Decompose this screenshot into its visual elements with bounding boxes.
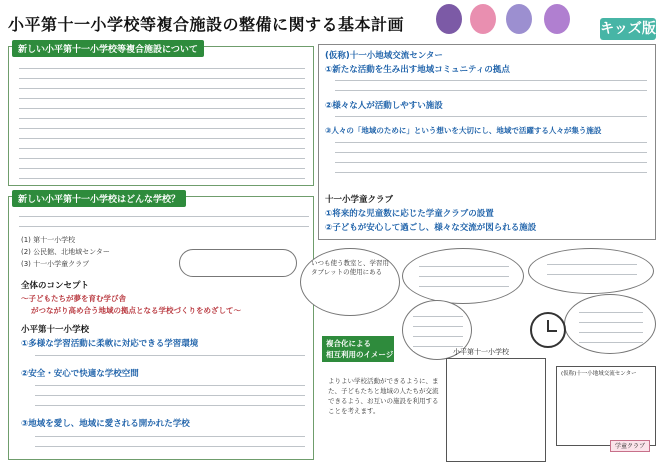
body-text-placeholder bbox=[35, 431, 305, 451]
center-heading: (仮称)十一小地域交流センター bbox=[325, 51, 443, 61]
concept-heading: 全体のコンセプト bbox=[21, 281, 90, 291]
gakudo-item-2: ②子どもが安心して過ごし、様々な交流が図られる施設 bbox=[325, 223, 537, 233]
mascot-icon bbox=[436, 4, 462, 34]
body-text-placeholder bbox=[19, 211, 309, 231]
body-text-placeholder bbox=[579, 307, 643, 343]
body-text-placeholder bbox=[35, 380, 305, 410]
center-item-2: ②様々な人が活動しやすい施設 bbox=[325, 101, 443, 111]
complex-label bbox=[322, 336, 394, 362]
school-point-2: ②安全・安心で快適な学校空間 bbox=[21, 369, 139, 379]
thought-bubble bbox=[564, 294, 656, 354]
gakudo-tag: 学童クラブ bbox=[610, 440, 650, 452]
thought-bubble bbox=[528, 248, 654, 294]
school-heading: 小平第十一小学校 bbox=[21, 325, 90, 335]
body-text-placeholder bbox=[335, 111, 647, 121]
exchange-center-box bbox=[556, 366, 656, 446]
speech-bubble bbox=[179, 249, 297, 277]
school-point-3: ③地域を愛し、地域に愛される開かれた学校 bbox=[21, 419, 190, 429]
gakudo-item-1: ①将来的な児童数に応じた学童クラブの設置 bbox=[325, 209, 494, 219]
body-text-placeholder bbox=[19, 63, 305, 181]
page-title: 小平第十一小学校等複合施設の整備に関する基本計画 bbox=[8, 15, 405, 34]
section-facility-panel bbox=[8, 46, 314, 186]
facility-list-item: (2) 公民館、北地域センター bbox=[21, 248, 110, 256]
thought-bubble bbox=[402, 248, 524, 304]
clock-icon bbox=[530, 312, 566, 348]
exchange-center-label: (仮称)十一小地域交流センター bbox=[561, 371, 637, 377]
thought-bubble bbox=[300, 248, 400, 316]
body-text-placeholder bbox=[335, 137, 647, 177]
body-text-placeholder bbox=[35, 350, 305, 360]
center-item-1: ①新たな活動を生み出す地域コミュニティの拠点 bbox=[325, 65, 510, 75]
concept-line-2: がつながり高め合う地域の拠点となる学校づくりをめざして〜 bbox=[31, 306, 241, 315]
kids-edition-badge: キッズ版 bbox=[600, 18, 656, 40]
gakudo-heading: 十一小学童クラブ bbox=[325, 195, 394, 205]
body-text-placeholder bbox=[413, 311, 463, 351]
section-center-panel bbox=[318, 44, 656, 240]
mascot-icon bbox=[470, 4, 496, 34]
school-diagram-label: 小平第十一小学校 bbox=[453, 348, 509, 356]
school-diagram-box bbox=[446, 348, 546, 462]
mascot-icon bbox=[506, 4, 532, 34]
section-school-heading: 新しい小平第十一小学校はどんな学校？ bbox=[12, 190, 186, 207]
mascot-icon bbox=[544, 4, 570, 34]
section-facility-heading: 新しい小平第十一小学校等複合施設について bbox=[12, 40, 204, 57]
concept-line-1: 〜子どもたちが夢を育む学び舎 bbox=[21, 294, 126, 303]
thought-bubble-text: いつも使う教室と、学習用タブレットの使用にある bbox=[311, 259, 389, 276]
diagram-caption: よりよい学校活動ができるように、また、子どもたちと地域の人たちが交流できるよう、お互いの施設を利用することを考えます。 bbox=[328, 376, 442, 458]
facility-list-item: (1) 第十一小学校 bbox=[21, 236, 76, 244]
body-text-placeholder bbox=[419, 261, 509, 291]
body-text-placeholder bbox=[547, 259, 637, 281]
complex-label-line-1: 複合化による bbox=[326, 339, 371, 348]
facility-list-item: (3) 十一小学童クラブ bbox=[21, 260, 90, 268]
body-text-placeholder bbox=[335, 75, 647, 95]
section-school-panel bbox=[8, 196, 314, 460]
clock-hand bbox=[547, 330, 557, 332]
center-item-3: ③人々の「地域のために」という想いを大切にし、地域で活躍する人々が集う施設 bbox=[325, 126, 602, 135]
complex-label-line-2: 相互利用のイメージ bbox=[326, 350, 394, 359]
school-point-1: ①多様な学習活動に柔軟に対応できる学習環境 bbox=[21, 339, 199, 349]
